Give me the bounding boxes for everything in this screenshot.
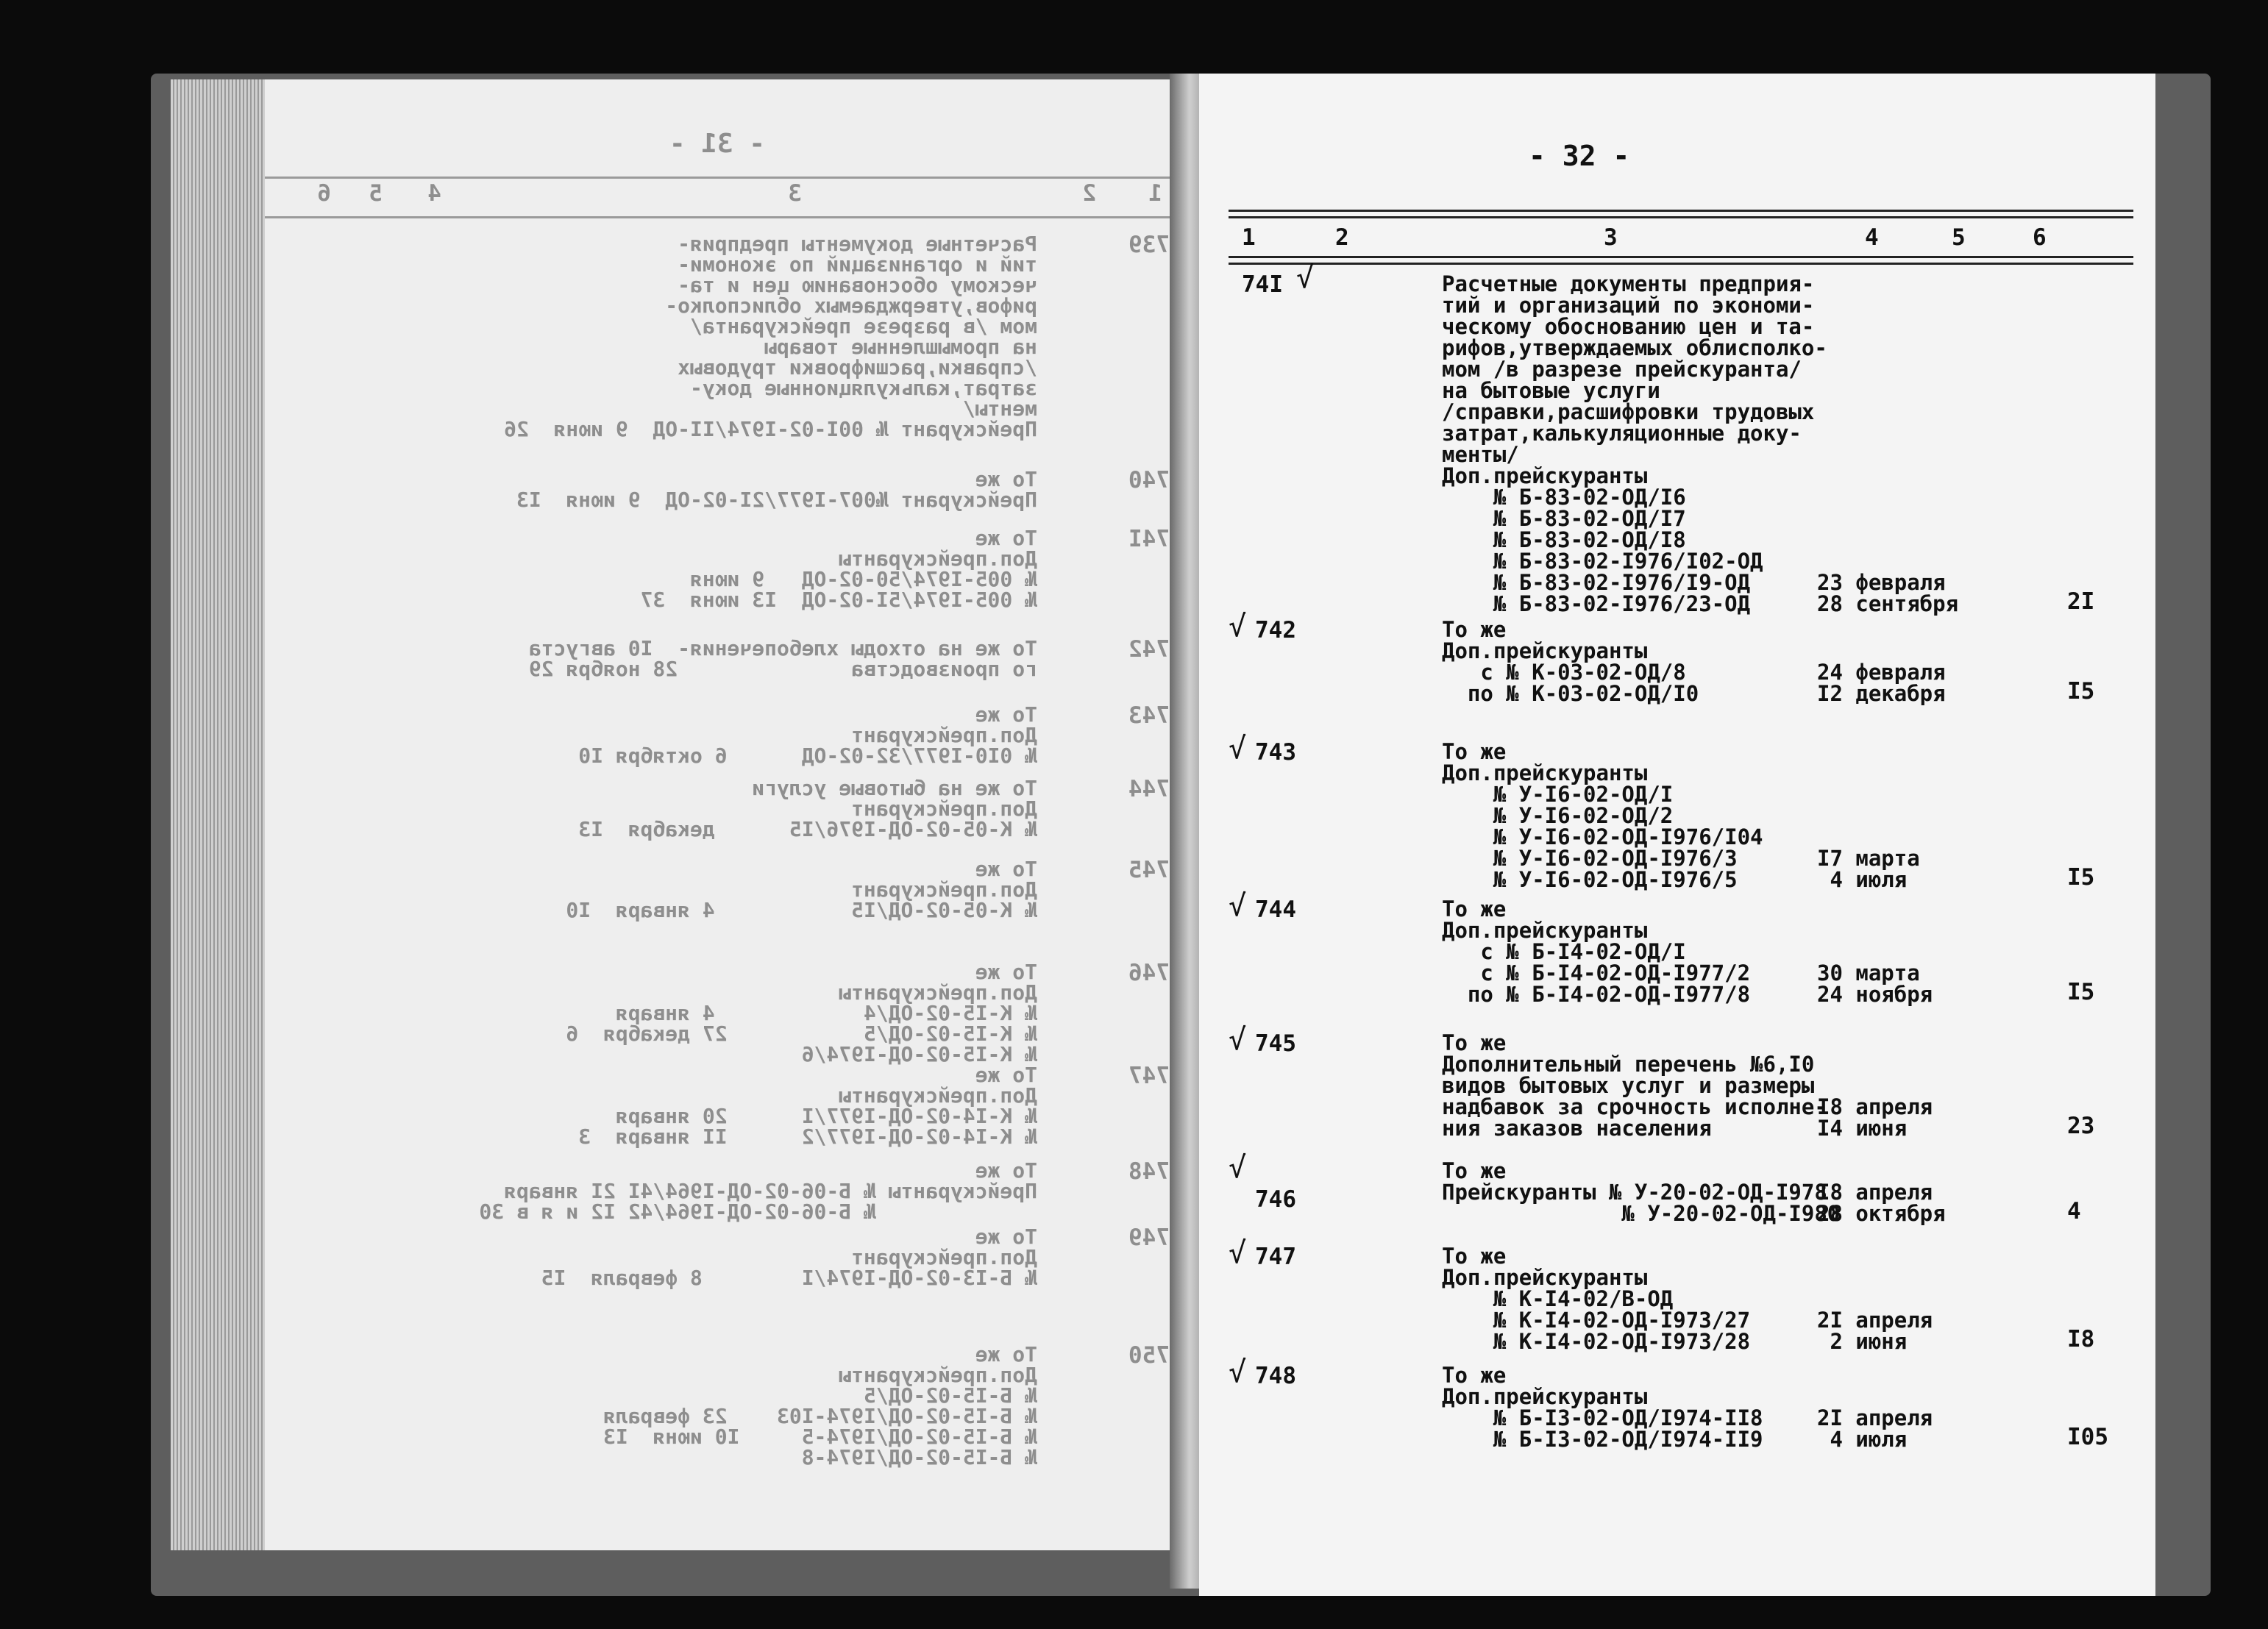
checkmark: √ <box>1296 261 1315 295</box>
entry-line: То же <box>975 1225 1037 1249</box>
entry-line: Доп.прейскуранты <box>839 1363 1037 1387</box>
entry-number: 742 <box>1255 617 1296 644</box>
header-rule <box>1229 216 2133 218</box>
entry-date: 24 ноября <box>1817 982 1933 1007</box>
entry-number: 744 <box>1255 897 1296 923</box>
page-number: - 32 - <box>1529 140 1630 172</box>
column-header: 6 <box>317 180 331 207</box>
entry-number: 750 <box>1128 1342 1170 1369</box>
entry-line: То же <box>1442 1030 1507 1055</box>
entry-line: Доп.прейскурант <box>851 877 1037 902</box>
entry-line: № У-I6-02-ОД/I <box>1442 782 1674 807</box>
entry-line: с № Б-I4-02-ОД-I977/2 <box>1442 960 1751 985</box>
entry-number: 745 <box>1255 1030 1296 1057</box>
entry-line: менты/ <box>962 396 1037 421</box>
checkmark: √ <box>1229 889 1247 923</box>
entry-number: 74I <box>1128 526 1170 552</box>
checkmark: √ <box>1229 1236 1247 1270</box>
entry-line: Прейскурант № 00I-02-I974/II-ОД 9 июня 26 <box>504 417 1037 441</box>
entry-line: То же <box>975 1342 1037 1366</box>
entry-line: Прейскурант №007-I977/2I-02-ОД 9 июня I3 <box>516 488 1037 512</box>
header-rule <box>1229 210 2133 212</box>
entry-line: То же <box>975 1063 1037 1087</box>
entry-line: затрат,калькуляционные доку- <box>1442 421 1802 446</box>
entry-line: ческому обоснованию цен и та- <box>678 273 1037 297</box>
column-header: 5 <box>1952 224 1966 251</box>
entry-number: 739 <box>1128 232 1170 258</box>
entry-line: Доп.прейскурант <box>851 796 1037 821</box>
entry-line: № К-05-02-ОД-I976/I5 декабря I3 <box>578 817 1037 841</box>
entry-date: 28 октября <box>1817 1201 1946 1226</box>
entry-line: № К-I4-02/В-ОД <box>1442 1286 1674 1311</box>
checkmark: √ <box>1229 732 1247 766</box>
entry-line: № У-I6-02-ОД-I976/5 <box>1442 867 1738 892</box>
left-page-showthrough <box>265 79 1184 1550</box>
entry-sheets: 4 <box>2067 1198 2081 1225</box>
entry-line: Дополнительный перечень №6,I0 <box>1442 1052 1815 1077</box>
page-number: - 31 - <box>669 129 765 159</box>
entry-line: № У-I6-02-ОД-I976/3 <box>1442 846 1738 871</box>
entry-date: I2 декабря <box>1817 681 1946 706</box>
entry-line: по № Б-I4-02-ОД-I977/8 <box>1442 982 1751 1007</box>
entry-line: № Б-83-02-I976/I02-ОД <box>1442 549 1763 574</box>
entry-line: тий и организаций по экономи- <box>678 252 1037 277</box>
entry-line: № К-I4-02-ОД-I973/27 <box>1442 1308 1751 1333</box>
entry-line: То же на отходы хлебопечения- I0 августа <box>528 636 1037 660</box>
entry-date: I8 апреля <box>1817 1180 1933 1205</box>
entry-line: /справки,расшифровки трудовых <box>678 355 1037 379</box>
entry-line: № К-05-02-ОД/I5 4 января I0 <box>566 898 1037 922</box>
entry-line: То же <box>975 857 1037 881</box>
entry-line: с № Б-I4-02-ОД/I <box>1442 939 1686 964</box>
entry-line: № Б-I5-02-ОД/I974-5 I0 июня I3 <box>602 1425 1037 1449</box>
entry-line: То же <box>975 702 1037 727</box>
column-header: 6 <box>2033 224 2047 251</box>
checkmark: √ <box>1229 1023 1247 1057</box>
entry-date: I7 марта <box>1817 846 1920 871</box>
entry-date: 23 февраля <box>1817 570 1946 595</box>
entry-date: 30 марта <box>1817 960 1920 985</box>
entry-number: 748 <box>1128 1158 1170 1185</box>
entry-date: 2I апреля <box>1817 1308 1933 1333</box>
entry-number: 747 <box>1255 1244 1296 1270</box>
checkmark: √ <box>1229 1151 1247 1185</box>
entry-date: 4 июля <box>1817 867 1908 892</box>
entry-line: мом /в разрезе прейскуранта/ <box>689 314 1037 338</box>
entry-number: 745 <box>1128 857 1170 883</box>
entry-line: То же <box>1442 897 1507 922</box>
entry-number: 747 <box>1128 1063 1170 1089</box>
entry-line: Доп.прейскуранты <box>1442 463 1648 488</box>
entry-line: № 0I0-I977/32-02-ОД 6 октября I0 <box>578 744 1037 768</box>
entry-line: Доп.прейскуранты <box>1442 760 1648 785</box>
entry-line: № К-I5-02-ОД/4 4 января <box>615 1001 1037 1025</box>
entry-line: № Б-I5-02-ОД/I974-8 <box>801 1445 1037 1469</box>
entry-line: надбавок за срочность исполне- <box>1442 1094 1827 1119</box>
entry-line: № К-I4-02-ОД-I977/2 II января 3 <box>578 1124 1037 1149</box>
entry-line: № Б-I5-02-ОД/5 <box>863 1383 1037 1408</box>
entry-date: 2 июня <box>1817 1329 1908 1354</box>
header-rule <box>1229 263 2133 265</box>
entry-line: № Б-83-02-ОД/I7 <box>1442 506 1686 531</box>
entry-sheets: I05 <box>2067 1424 2108 1450</box>
entry-line: Доп.прейскуранты <box>1442 638 1648 663</box>
entry-number: 74I <box>1242 271 1283 298</box>
entry-line: № Б-I3-02-ОД-I974/I 8 февраля I5 <box>541 1266 1037 1290</box>
entry-line: Доп.прейскурант <box>851 723 1037 747</box>
entry-line: № К-I5-02-ОД-I974/6 <box>801 1042 1037 1066</box>
entry-line: тий и организаций по экономи- <box>1442 293 1815 318</box>
entry-line: с № К-03-02-ОД/8 <box>1442 660 1686 685</box>
entry-number: 743 <box>1128 702 1170 729</box>
entry-sheets: I5 <box>2067 678 2095 705</box>
entry-date: I8 апреля <box>1817 1094 1933 1119</box>
entry-number: 749 <box>1128 1225 1170 1251</box>
entry-sheets: I8 <box>2067 1326 2095 1352</box>
entry-line: Доп.прейскуранты <box>1442 1265 1648 1290</box>
entry-line: на бытовые услуги <box>1442 378 1660 403</box>
entry-line: № У-I6-02-ОД-I976/I04 <box>1442 824 1763 849</box>
entry-line: мом /в разрезе прейскуранта/ <box>1442 357 1802 382</box>
entry-line: То же <box>975 526 1037 550</box>
entry-line: затрат,калькуляционные доку- <box>689 376 1037 400</box>
right-page <box>1199 74 2155 1596</box>
entry-line: Прейскуранты № У-20-02-ОД-I978 <box>1442 1180 1827 1205</box>
entry-line: То же <box>975 1158 1037 1183</box>
entry-line: То же <box>975 467 1037 491</box>
column-header: 1 <box>1148 180 1162 207</box>
left-page <box>265 79 1184 1550</box>
entry-line: Расчетные документы предприя- <box>1442 271 1815 296</box>
entry-line: № Б-83-02-ОД/I8 <box>1442 527 1686 552</box>
entry-date: 28 сентября <box>1817 591 1959 616</box>
entry-number: 746 <box>1255 1186 1296 1213</box>
entry-line: /справки,расшифровки трудовых <box>1442 399 1815 424</box>
column-header: 2 <box>1335 224 1349 251</box>
entry-line: № К-I4-02-ОД-I977/I 20 января <box>615 1104 1037 1128</box>
entry-number: 742 <box>1128 636 1170 663</box>
column-header: 3 <box>1604 224 1618 251</box>
column-header: 5 <box>369 180 383 207</box>
entry-line: № Б-83-02-I976/I9-ОД <box>1442 570 1751 595</box>
column-header: 4 <box>427 180 441 207</box>
entry-date: I4 июня <box>1817 1116 1908 1141</box>
entry-line: менты/ <box>1442 442 1519 467</box>
entry-line: Доп.прейскурант <box>851 1245 1037 1269</box>
entry-line: № Б-I5-02-ОД/I974-I03 23 февраля <box>602 1404 1037 1428</box>
entry-line: Доп.прейскуранты <box>1442 1384 1648 1409</box>
entry-line: ния заказов населения <box>1442 1116 1712 1141</box>
entry-line: Доп.прейскуранты <box>839 1083 1037 1108</box>
entry-line: № Б-I3-02-ОД/I974-II8 <box>1442 1405 1763 1430</box>
column-header: 1 <box>1242 224 1256 251</box>
entry-line: Прейскуранты № Б-06-02-ОД-I964/4I 2I января <box>504 1179 1037 1203</box>
entry-sheets: 2I <box>2067 588 2095 615</box>
header-rule <box>265 177 1184 179</box>
column-header: 2 <box>1082 180 1096 207</box>
header-rule <box>265 216 1184 218</box>
entry-line: То же <box>1442 1244 1507 1269</box>
column-header: 3 <box>788 180 802 207</box>
entry-line: видов бытовых услуг и размеры <box>1442 1073 1815 1098</box>
entry-line: рифов,утверждаемых облисполко- <box>1442 335 1827 360</box>
entry-line: То же <box>1442 1158 1507 1183</box>
entry-line: на промышленные товары <box>764 335 1037 359</box>
entry-line: То же <box>1442 739 1507 764</box>
entry-line: Доп.прейскуранты <box>839 546 1037 571</box>
header-rule <box>1229 256 2133 258</box>
entry-line: Доп.прейскуранты <box>839 980 1037 1005</box>
entry-line: № У-I6-02-ОД/2 <box>1442 803 1674 828</box>
entry-line: № Б-I3-02-ОД/I974-II9 <box>1442 1427 1763 1452</box>
entry-sheets: I5 <box>2067 979 2095 1005</box>
checkmark: √ <box>1229 610 1247 644</box>
entry-number: 746 <box>1128 960 1170 986</box>
entry-line: Расчетные документы предприя- <box>678 232 1037 256</box>
entry-date: 24 февраля <box>1817 660 1946 685</box>
entry-number: 740 <box>1128 467 1170 493</box>
entry-line: № Б-83-02-ОД/I6 <box>1442 485 1686 510</box>
entry-line: № К-I4-02-ОД-I973/28 <box>1442 1329 1751 1354</box>
entry-line: № 005-I974/5I-02-ОД I3 июня 37 <box>640 588 1037 612</box>
entry-line: № К-I5-02-ОД/5 27 декабря 6 <box>566 1022 1037 1046</box>
entry-date: 4 июля <box>1817 1427 1908 1452</box>
entry-line: рифов,утверждаемых облисполко- <box>665 293 1037 318</box>
entry-line: То же <box>975 960 1037 984</box>
entry-sheets: 23 <box>2067 1113 2095 1139</box>
entry-line: ческому обоснованию цен и та- <box>1442 314 1815 339</box>
entry-number: 743 <box>1255 739 1296 766</box>
entry-line: го производства 28 ноября 29 <box>528 657 1037 681</box>
entry-number: 748 <box>1255 1363 1296 1389</box>
entry-line: № 005-I974/50-02-ОД 9 июня <box>689 567 1037 591</box>
entry-line: № Б-83-02-I976/23-ОД <box>1442 591 1751 616</box>
entry-line: Доп.прейскуранты <box>1442 918 1648 943</box>
entry-number: 744 <box>1128 776 1170 802</box>
column-header: 4 <box>1865 224 1879 251</box>
entry-line: То же <box>1442 1363 1507 1388</box>
checkmark: √ <box>1229 1355 1247 1389</box>
entry-line: № Б-06-02-ОД-I964/42 I2 и я в 30 <box>479 1200 1037 1224</box>
entry-sheets: I5 <box>2067 864 2095 891</box>
entry-line: № У-20-02-ОД-I980 <box>1442 1201 1841 1226</box>
entry-line: по № К-03-02-ОД/I0 <box>1442 681 1699 706</box>
entry-line: То же на бытовые услуги <box>752 776 1037 800</box>
entry-date: 2I апреля <box>1817 1405 1933 1430</box>
entry-line: То же <box>1442 617 1507 642</box>
